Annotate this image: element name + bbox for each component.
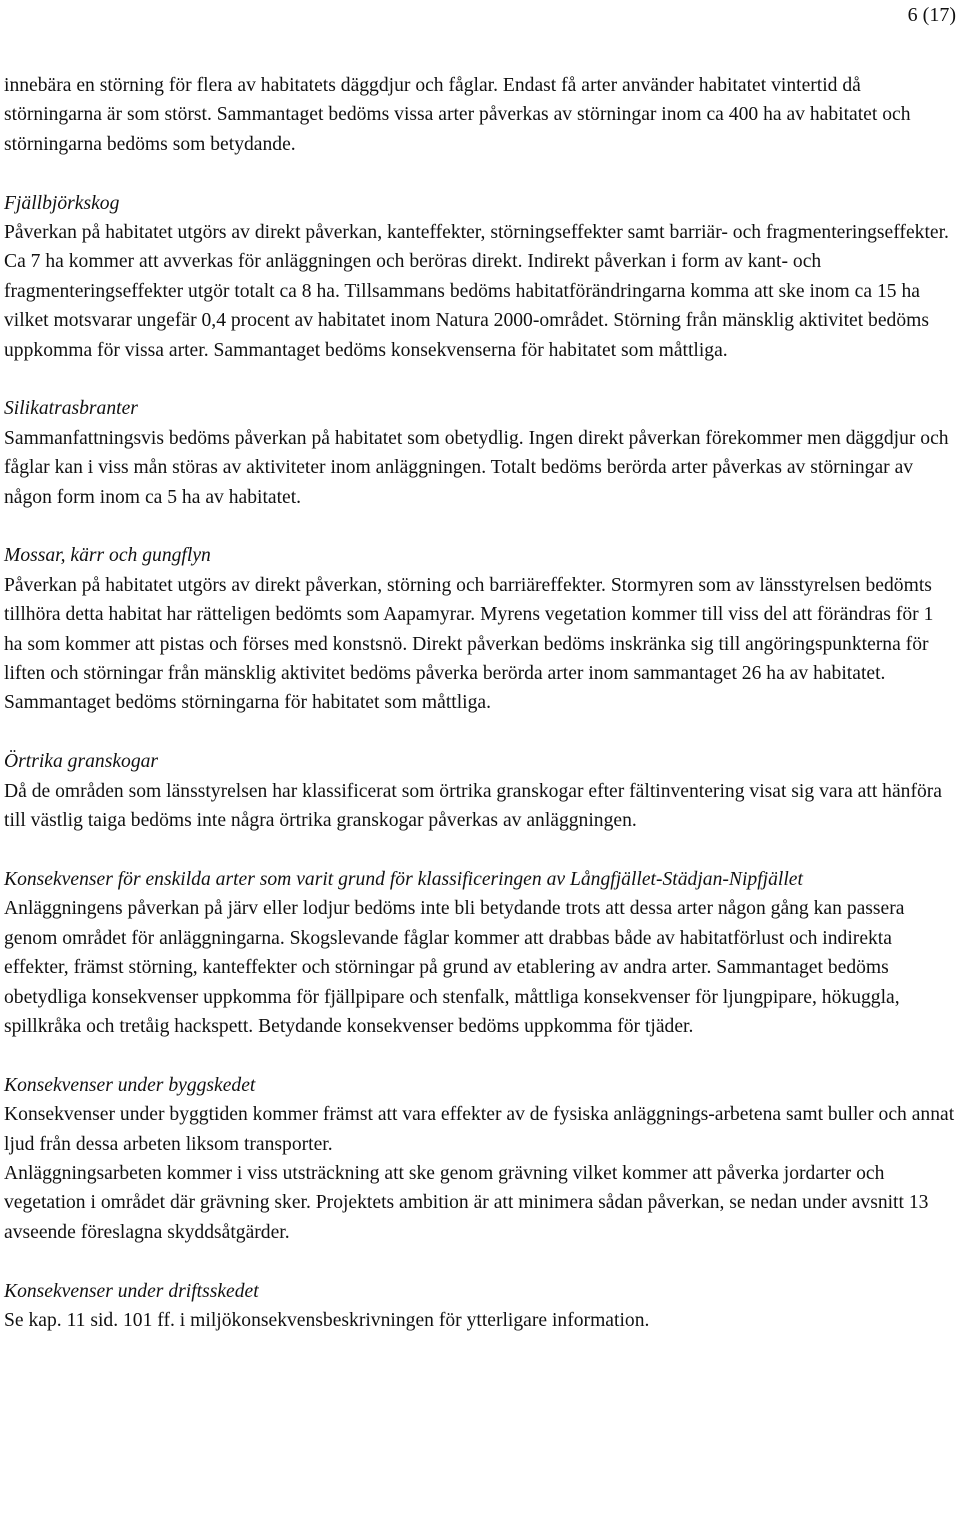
- section-paragraph: Påverkan på habitatet utgörs av direkt påverkan, kanteffekter, störningseffekter samt barriär- och fragmenteringseffekter. Ca 7 ha kommer att avverkas för anläggningen och beröras direkt. Indirekt påverkan i form av kant- och fragmenteringseffekter utgör totalt ca 8 ha. Tillsammans bedöms habitatförändringarna komma att ske inom ca 15 ha vilket motsvarar ungefär 0,4 procent av habitatet inom Natura 2000-området. Störning från mänsklig aktivitet bedöms uppkomma för vissa arter. Sammantaget bedöms konsekvenserna för habitatet som måttliga.: [4, 222, 949, 361]
- section-spacer: [4, 718, 956, 747]
- section-heading: Örtrika granskogar: [4, 751, 159, 773]
- section-spacer: [4, 836, 956, 865]
- section-mossar: [4, 541, 956, 717]
- section-heading: Konsekvenser under byggskedet: [4, 1074, 256, 1096]
- document-body: [4, 71, 956, 1335]
- section-spacer: [4, 512, 956, 541]
- section-silikatrasbranter: [4, 394, 956, 512]
- section-ortrika-granskogar: [4, 747, 956, 835]
- section-paragraph: Anläggningens påverkan på järv eller lodjur bedöms inte bli betydande trots att dessa arter någon gång kan passera genom området för anläggningarna. Skogslevande fåglar kommer att drabbas både av habitatförlust och indirekta effekter, främst störning, kanteffekter och störningar på grund av etablering av andra arter. Sammantaget bedöms obetydliga konsekvenser uppkomma för fjällpipare och stenfalk, måttliga konsekvenser för ljungpipare, hökuggla, spillkråka och tretåig hackspett. Betydande konsekvenser bedöms uppkomma för tjäder.: [4, 898, 905, 1037]
- section-paragraph: Sammanfattningsvis bedöms påverkan på habitatet som obetydlig. Ingen direkt påverkan förekommer men däggdjur och fåglar kan i viss mån störas av aktiviteter inom anläggningen. Totalt bedöms berörda arter påverkas av störningar av någon form inom ca 5 ha av habitatet.: [4, 427, 949, 508]
- section-paragraph: Konsekvenser under byggtiden kommer främst att vara effekter av de fysiska anläggnings-arbetena samt buller och annat ljud från dessa arbeten liksom transporter.: [4, 1104, 955, 1155]
- section-heading: Fjällbjörkskog: [4, 192, 120, 214]
- page-number: 6 (17): [907, 4, 956, 26]
- section-spacer: [4, 365, 956, 394]
- section-driftsskedet: [4, 1277, 956, 1336]
- section-paragraph: Se kap. 11 sid. 101 ff. i miljökonsekvensbeskrivningen för ytterligare information.: [4, 1309, 650, 1331]
- section-spacer: [4, 1247, 956, 1276]
- section-heading: Konsekvenser under driftsskedet: [4, 1280, 259, 1302]
- section-paragraph: Då de områden som länsstyrelsen har klassificerat som örtrika granskogar efter fältinventering visat sig vara att hänföra till västlig taiga bedöms inte några örtrika granskogar påverkas av anläggningen.: [4, 780, 942, 832]
- section-fjallbjorkskog: [4, 189, 956, 365]
- section-enskilda-arter: [4, 865, 956, 1041]
- section-paragraph: Anläggningsarbeten kommer i viss utsträckning att ske genom grävning vilket kommer att påverka jordarter och vegetation i området där grävning sker. Projektets ambition är att minimera sådan påverkan, se nedan under avsnitt 13 avseende föreslagna skyddsåtgärder.: [4, 1162, 929, 1243]
- section-paragraph: Påverkan på habitatet utgörs av direkt påverkan, störning och barriäreffekter. Stormyren som av länsstyrelsen bedömts tillhöra detta habitat har rätteligen bedömts som Aapamyrar. Myrens vegetation kommer till viss del att förändras för 1 ha som kommer att pistas och förses med konstsnö. Direkt påverkan bedöms inskränka sig till angöringspunkterna för liften och störningar från mänsklig aktivitet bedöms påverka berörda arter inom sammantaget 26 ha av habitatet. Sammantaget bedöms störningarna för habitatet som måttliga.: [4, 574, 934, 714]
- section-heading: Konsekvenser för enskilda arter som varit grund för klassificeringen av Långfjället-Städjan-Nipfjället: [4, 868, 803, 890]
- intro-paragraph: innebära en störning för flera av habitatets däggdjur och fåglar. Endast få arter använder habitatet vintertid då störningarna är som störst. Sammantaget bedöms vissa arter påverkas av störningar inom ca 400 ha av habitatet och störningarna bedöms som betydande.: [4, 75, 911, 155]
- section-byggskedet: [4, 1071, 956, 1247]
- section-spacer: [4, 1041, 956, 1070]
- section-heading: Mossar, kärr och gungflyn: [4, 545, 211, 567]
- section-heading: Silikatrasbranter: [4, 398, 138, 420]
- section-spacer: [4, 159, 956, 188]
